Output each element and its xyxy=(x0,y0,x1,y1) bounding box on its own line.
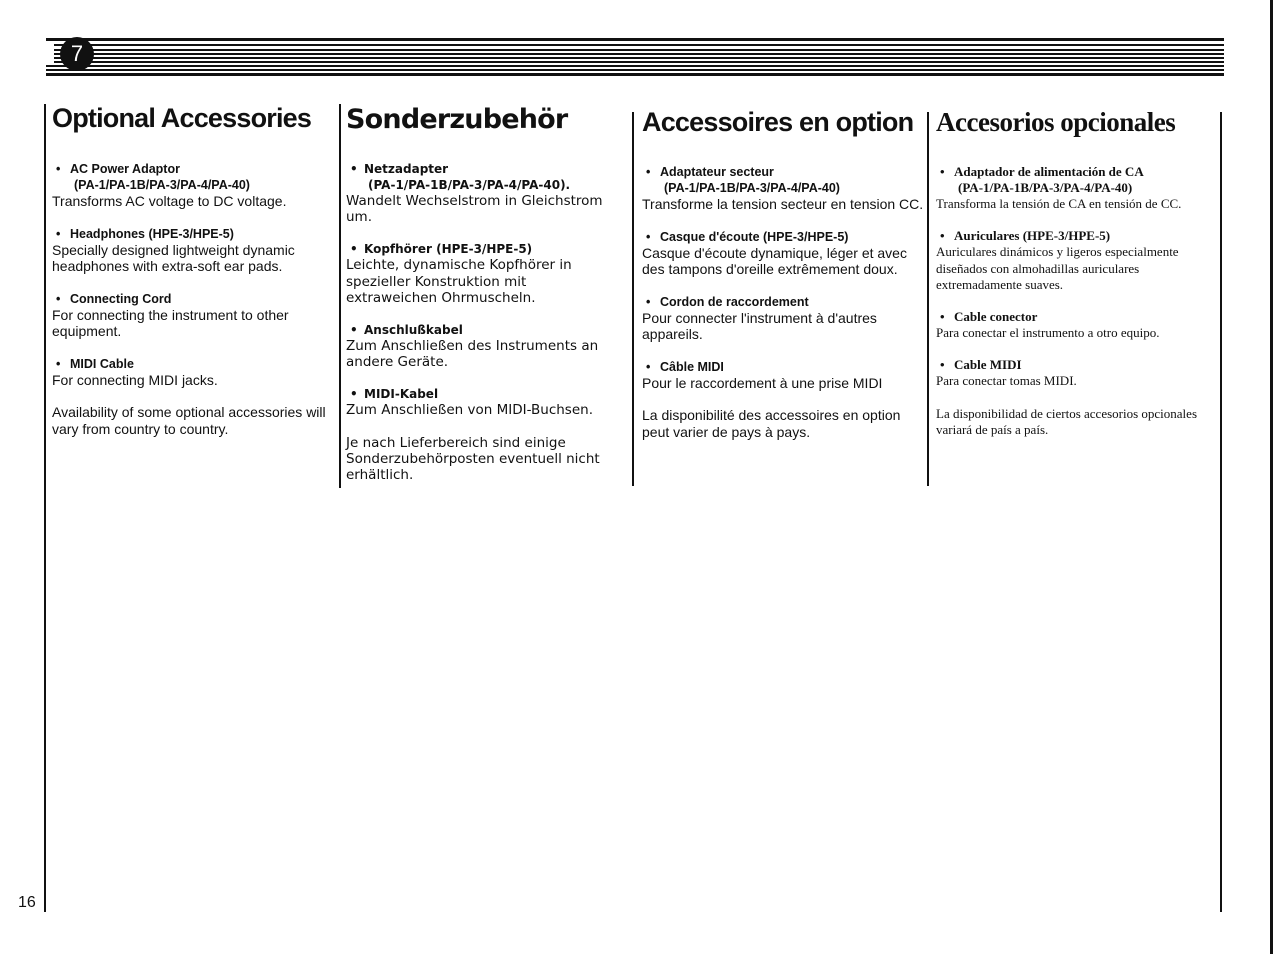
item-description: Leichte, dynamische Kopfhörer in spezieller Konstruktion mit extraweichen Ohrmuscheln. xyxy=(346,257,572,306)
bullet-icon: • xyxy=(940,357,945,373)
item-name: MIDI-Kabel xyxy=(364,387,439,402)
item-name: Netzadapter xyxy=(364,162,449,176)
list-item xyxy=(936,164,1220,212)
item-name: Cable MIDI xyxy=(954,357,1022,373)
chapter-header-rules xyxy=(46,38,1224,76)
column-divider-3 xyxy=(927,112,929,486)
item-name: MIDI Cable xyxy=(70,356,134,371)
item-description: For connecting the instrument to other equipment. xyxy=(52,306,289,339)
list-item xyxy=(52,291,332,340)
list-item xyxy=(936,309,1220,341)
column-divider-2 xyxy=(632,112,634,486)
bullet-icon: • xyxy=(350,162,358,176)
item-description: Pour le raccordement à une prise MIDI xyxy=(642,374,883,391)
item-model: (PA-1/PA-1B/PA-3/PA-4/PA-40) xyxy=(664,181,840,195)
availability-note: La disponibilité des accessoires en option peut varier de pays à pays. xyxy=(642,407,901,440)
item-name: Headphones (HPE-3/HPE-5) xyxy=(70,226,234,241)
availability-note: Availability of some optional accessories will vary from country to country. xyxy=(52,404,326,437)
bullet-icon: • xyxy=(350,323,358,338)
list-item xyxy=(642,359,924,392)
item-description: Transforms AC voltage to DC voltage. xyxy=(52,193,287,209)
bullet-icon: • xyxy=(646,359,651,374)
bullet-icon: • xyxy=(56,356,61,371)
item-description: Para conectar tomas MIDI. xyxy=(936,373,1077,389)
accessory-list xyxy=(936,164,1220,390)
item-name: Casque d'écoute (HPE-3/HPE-5) xyxy=(660,229,849,244)
bullet-icon: • xyxy=(56,226,61,241)
item-name: Auriculares (HPE-3/HPE-5) xyxy=(954,228,1111,244)
list-item xyxy=(642,294,924,343)
list-item xyxy=(936,357,1220,389)
list-item xyxy=(52,226,332,275)
item-description: Para conectar el instrumento a otro equipo. xyxy=(936,325,1160,341)
accessory-list xyxy=(642,164,924,391)
accessory-list xyxy=(52,161,332,388)
bullet-icon: • xyxy=(350,387,358,402)
column-english xyxy=(52,100,332,437)
item-description: Transforme la tension secteur en tension CC. xyxy=(642,196,924,212)
bullet-icon: • xyxy=(646,229,651,244)
item-name: Connecting Cord xyxy=(70,291,172,306)
availability-note: Je nach Lieferbereich sind einige Sonderzubehörposten eventuell nicht erhältlich. xyxy=(346,434,600,484)
item-name: Cordon de raccordement xyxy=(660,294,809,309)
item-model: (PA-1/PA-1B/PA-3/PA-4/PA-40). xyxy=(368,178,571,192)
list-item xyxy=(52,161,332,210)
bullet-icon: • xyxy=(56,162,61,176)
column-divider-1 xyxy=(339,104,341,488)
column-title: Optional Accessories xyxy=(52,103,312,133)
bullet-icon: • xyxy=(56,291,61,306)
item-description: Pour connecter l'instrument à d'autres appareils. xyxy=(642,309,877,342)
page-edge-line xyxy=(1270,0,1273,954)
item-description: Auriculares dinámicos y ligeros especialmente diseñados con almohadillas auriculares extremadamente suaves. xyxy=(936,244,1179,292)
column-french xyxy=(642,100,924,440)
item-description: Transforma la tensión de CA en tensión de CC. xyxy=(936,196,1182,211)
item-description: Wandelt Wechselstrom in Gleichstrom um. xyxy=(346,193,603,226)
item-description: Specially designed lightweight dynamic headphones with extra-soft ear pads. xyxy=(52,241,295,274)
list-item xyxy=(936,228,1220,293)
bullet-icon: • xyxy=(940,228,945,244)
item-description: Zum Anschließen von MIDI-Buchsen. xyxy=(346,402,593,419)
item-name: Cable conector xyxy=(954,309,1038,325)
list-item xyxy=(642,164,924,213)
bullet-icon: • xyxy=(646,294,651,309)
column-title: Accesorios opcionales xyxy=(936,107,1176,137)
item-description: Zum Anschließen des Instruments an andere Geräte. xyxy=(346,338,599,371)
chapter-number-badge: 7 xyxy=(60,37,94,71)
column-title: Sonderzubehör xyxy=(346,104,568,135)
item-name: Câble MIDI xyxy=(660,359,724,374)
list-item xyxy=(346,386,618,418)
list-item xyxy=(52,356,332,389)
page-number: 16 xyxy=(18,894,36,911)
bullet-icon: • xyxy=(940,164,945,179)
item-model: (PA-1/PA-1B/PA-3/PA-4/PA-40) xyxy=(958,180,1133,195)
item-name: Adaptateur secteur xyxy=(660,165,774,179)
availability-note: La disponibilidad de ciertos accesorios opcionales variará de país a país. xyxy=(936,405,1198,438)
accessory-list xyxy=(346,161,618,419)
bullet-icon: • xyxy=(350,242,358,257)
item-name: Adaptador de alimentación de CA xyxy=(954,164,1144,179)
column-title: Accessoires en option xyxy=(642,107,914,137)
column-divider-left xyxy=(44,104,46,912)
item-description: Casque d'écoute dynamique, léger et avec des tampons d'oreille extrêmement doux. xyxy=(642,244,907,277)
item-name: AC Power Adaptor xyxy=(70,162,180,176)
item-name: Anschlußkabel xyxy=(364,323,463,338)
list-item xyxy=(346,241,618,306)
list-item xyxy=(642,229,924,278)
list-item xyxy=(346,161,618,225)
item-description: For connecting MIDI jacks. xyxy=(52,371,218,388)
column-divider-right xyxy=(1220,112,1222,912)
column-german xyxy=(346,100,618,483)
item-model: (PA-1/PA-1B/PA-3/PA-4/PA-40) xyxy=(74,178,250,192)
list-item xyxy=(346,322,618,370)
bullet-icon: • xyxy=(646,165,651,179)
column-spanish xyxy=(936,100,1220,438)
item-name: Kopfhörer (HPE-3/HPE-5) xyxy=(364,242,533,257)
bullet-icon: • xyxy=(940,309,945,325)
